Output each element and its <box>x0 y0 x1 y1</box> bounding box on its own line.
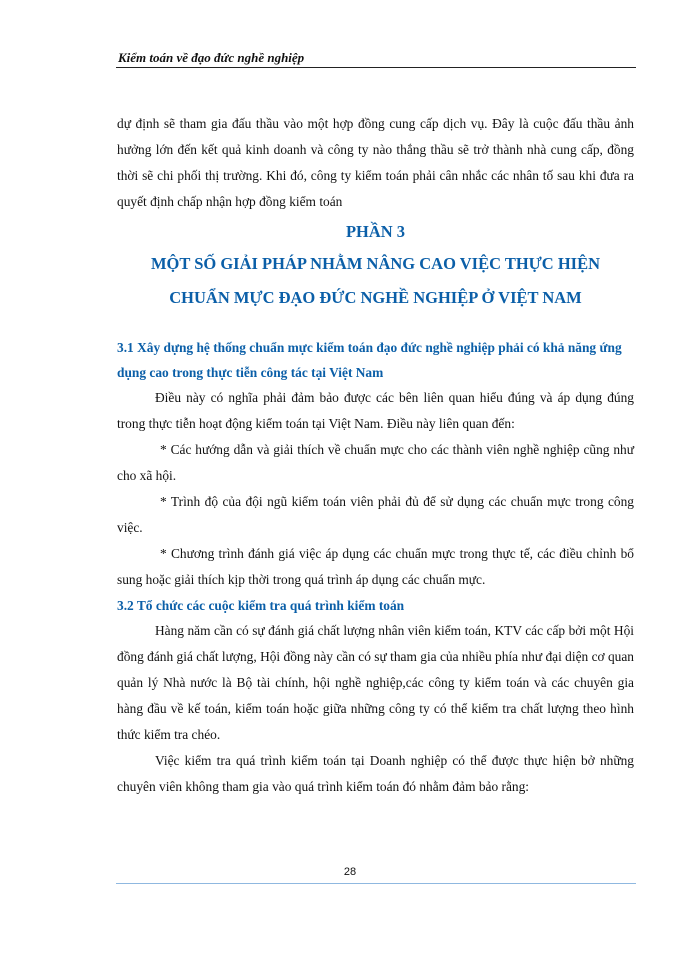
part-title-line-1: MỘT SỐ GIẢI PHÁP NHẰM NÂNG CAO VIỆC THỰC HIỆN <box>150 254 601 273</box>
running-header: Kiểm toán về đạo đức nghề nghiệp <box>118 50 305 65</box>
page-content <box>117 111 634 800</box>
footer-rule <box>116 883 636 884</box>
part-title-line-2: CHUẨN MỰC ĐẠO ĐỨC NGHỀ NGHIỆP Ở VIỆT NAM <box>169 288 582 307</box>
section-heading-3-1: 3.1 Xây dựng hệ thống chuẩn mực kiểm toán đạo đức nghề nghiệp phải có khả năng ứng dụng cao trong thực tiễn công tác tại Việt Nam <box>117 340 622 380</box>
part-title <box>117 247 634 315</box>
section-1-paragraph: Điều này có nghĩa phải đảm bảo được các bên liên quan hiểu đúng và áp dụng đúng trong thực tiễn hoạt động kiểm toán tại Việt Nam. Điều này liên quan đến: <box>117 390 634 431</box>
bullet-item: * Trình độ của đội ngũ kiểm toán viên phải đủ để sử dụng các chuẩn mực trong công việc. <box>117 494 634 535</box>
page-number: 28 <box>343 866 357 878</box>
intro-paragraph: dự định sẽ tham gia đấu thầu vào một hợp đồng cung cấp dịch vụ. Đây là cuộc đấu thầu ảnh hưởng lớn đến kết quả kinh doanh và công ty nào thắng thầu sẽ trở thành nhà cung cấp, đồng thời sẽ chi phối thị trường. Khi đó, công ty kiểm toán phải cân nhắc các nhân tố sau khi đưa ra quyết định chấp nhận hợp đồng kiểm toán <box>117 116 634 209</box>
bullet-item: * Các hướng dẫn và giải thích về chuẩn mực cho các thành viên nghề nghiệp cũng như cho xã hội. <box>117 442 634 483</box>
header-rule <box>116 67 636 68</box>
section-2-paragraph-2: Việc kiểm tra quá trình kiểm toán tại Doanh nghiệp có thể được thực hiện bở những chuyên viên không tham gia vào quá trình kiểm toán đó nhằm đảm bảo rằng: <box>117 753 634 794</box>
section-heading-3-2: 3.2 Tổ chức các cuộc kiểm tra quá trình kiểm toán <box>117 598 405 613</box>
bullet-item: * Chương trình đánh giá việc áp dụng các chuẩn mực trong thực tế, các điều chỉnh bổ sung hoặc giải thích kịp thời trong quá trình áp dụng các chuẩn mực. <box>117 546 634 587</box>
part-label: PHẦN 3 <box>345 222 406 241</box>
section-2-paragraph-1: Hàng năm cần có sự đánh giá chất lượng nhân viên kiểm toán, KTV các cấp bởi một Hội đồng đánh giá chất lượng, Hội đồng này cần có sự tham gia của nhiều phía như đại diện cơ quan quản lý Nhà nước là Bộ tài chính, hội nghề nghiệp,các công ty kiểm toán và các chuyên gia hàng đầu về kế toán, kiểm toán hoặc giữa những công ty có thể kiểm tra chất lượng theo hình thức kiểm tra chéo. <box>117 623 634 742</box>
